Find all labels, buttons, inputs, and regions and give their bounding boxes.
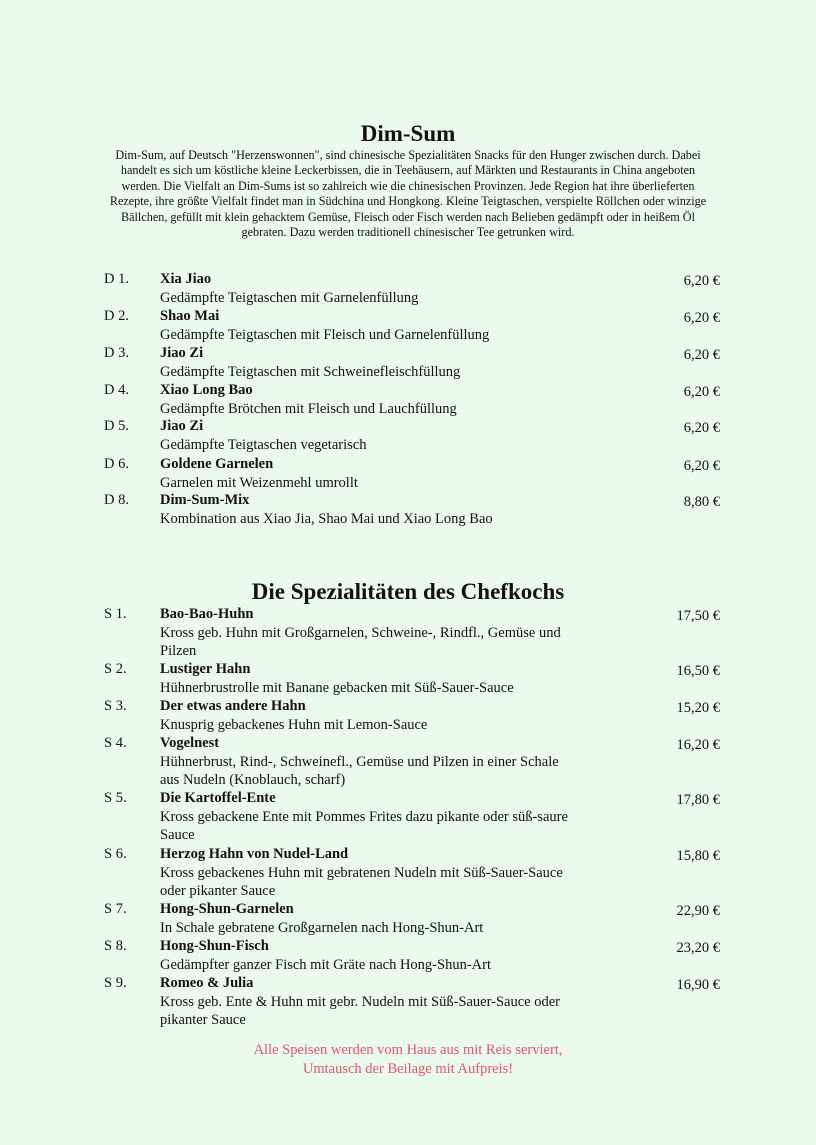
rice-notice-line-2: Umtausch der Beilage mit Aufpreis!	[302, 1060, 514, 1077]
dimsum-title: Dim-Sum	[360, 121, 456, 146]
item-description: Gedämpfte Teigtaschen mit Fleisch und Garnelenfüllung	[160, 327, 490, 343]
item-code: D 4.	[104, 382, 129, 398]
item-code: D 8.	[104, 492, 129, 508]
item-name: Hong-Shun-Garnelen	[160, 901, 294, 917]
item-code: S 5.	[104, 790, 127, 806]
item-price: 6,20 €	[683, 273, 720, 289]
item-name: Romeo & Julia	[160, 975, 254, 991]
item-code: D 1.	[104, 271, 129, 287]
item-description: Kross gebackenes Huhn mit gebratenen Nudeln mit Süß-Sauer-Sauce oder pikanter Sauce	[160, 865, 563, 900]
item-name: Lustiger Hahn	[160, 661, 251, 677]
item-description: Kross gebackene Ente mit Pommes Frites dazu pikante oder süß-saure Sauce	[160, 809, 568, 844]
item-name: Herzog Hahn von Nudel-Land	[160, 846, 349, 862]
chef-specials-title: Die Spezialitäten des Chefkochs	[251, 579, 565, 604]
item-name: Der etwas andere Hahn	[160, 698, 306, 714]
item-code: S 1.	[104, 606, 127, 622]
item-name: Xia Jiao	[160, 271, 212, 287]
item-name: Xiao Long Bao	[160, 382, 253, 398]
item-description: Hühnerbrustrolle mit Banane gebacken mit Süß-Sauer-Sauce	[160, 680, 514, 696]
item-code: S 9.	[104, 975, 127, 991]
item-price: 6,20 €	[683, 458, 720, 474]
item-price: 15,20 €	[676, 700, 720, 716]
item-description: Kross geb. Ente & Huhn mit gebr. Nudeln mit Süß-Sauer-Sauce oder pikanter Sauce	[160, 994, 560, 1029]
item-description: Garnelen mit Weizenmehl umrollt	[160, 475, 358, 491]
item-description: Hühnerbrust, Rind-, Schweinefl., Gemüse und Pilzen in einer Schale aus Nudeln (Knoblauch, scharf)	[160, 754, 559, 789]
item-price: 23,20 €	[676, 940, 720, 956]
item-code: S 7.	[104, 901, 127, 917]
item-code: D 3.	[104, 345, 129, 361]
item-price: 17,50 €	[676, 608, 720, 624]
item-name: Goldene Garnelen	[160, 456, 274, 472]
item-price: 22,90 €	[676, 903, 720, 919]
item-description: Knusprig gebackenes Huhn mit Lemon-Sauce	[160, 717, 428, 733]
item-description: In Schale gebratene Großgarnelen nach Hong-Shun-Art	[160, 920, 484, 936]
item-price: 16,50 €	[676, 663, 720, 679]
item-price: 8,80 €	[683, 494, 720, 510]
item-code: D 6.	[104, 456, 129, 472]
item-code: D 2.	[104, 308, 129, 324]
item-price: 6,20 €	[683, 347, 720, 363]
item-price: 6,20 €	[683, 310, 720, 326]
item-description: Gedämpfte Teigtaschen vegetarisch	[160, 437, 367, 453]
item-name: Bao-Bao-Huhn	[160, 606, 254, 622]
item-description: Gedämpfte Teigtaschen mit Schweinefleischfüllung	[160, 364, 461, 380]
item-code: S 4.	[104, 735, 127, 751]
item-description: Gedämpfte Teigtaschen mit Garnelenfüllung	[160, 290, 419, 306]
item-code: S 3.	[104, 698, 127, 714]
item-code: S 2.	[104, 661, 127, 677]
item-price: 15,80 €	[676, 848, 720, 864]
item-price: 16,20 €	[676, 737, 720, 753]
dimsum-intro: Dim-Sum, auf Deutsch "Herzenswonnen", sind chinesische Spezialitäten Snacks für den Hunger zwischen durch. Dabei handelt es sich um köstliche kleine Leckerbissen, die in Teehäusern, auf Märkten und Restaurants in China angeboten werden. Die Vielfalt an Dim-Sums ist so zahlreich wie die chinesischen Provinzen. Jede Region hat ihre überlieferten Rezepte, ihre größte Vielfalt findet man in Südchina und Hongkong. Kleine Teigtaschen, verspielte Röllchen oder winzige Bällchen, gefüllt mit klein gehacktem Gemüse, Fleisch oder Fisch werden nach Belieben gedämpft oder in heißem Öl gebraten. Dazu werden traditionell chinesischer Tee getrunken wird.	[109, 148, 707, 240]
item-code: S 6.	[104, 846, 127, 862]
item-name: Shao Mai	[160, 308, 220, 324]
item-description: Kombination aus Xiao Jia, Shao Mai und Xiao Long Bao	[160, 511, 493, 527]
item-price: 16,90 €	[676, 977, 720, 993]
item-name: Jiao Zi	[160, 345, 204, 361]
item-price: 17,80 €	[676, 792, 720, 808]
rice-notice	[0, 1041, 816, 1078]
item-description: Gedämpfter ganzer Fisch mit Gräte nach Hong-Shun-Art	[160, 957, 491, 973]
item-name: Vogelnest	[160, 735, 220, 751]
item-price: 6,20 €	[683, 420, 720, 436]
item-price: 6,20 €	[683, 384, 720, 400]
item-name: Hong-Shun-Fisch	[160, 938, 269, 954]
item-name: Jiao Zi	[160, 418, 204, 434]
item-name: Die Kartoffel-Ente	[160, 790, 276, 806]
rice-notice-line-1: Alle Speisen werden vom Haus aus mit Reis serviert,	[253, 1042, 563, 1058]
item-description: Gedämpfte Brötchen mit Fleisch und Lauchfüllung	[160, 401, 457, 417]
item-name: Dim-Sum-Mix	[160, 492, 250, 508]
item-code: S 8.	[104, 938, 127, 954]
item-code: D 5.	[104, 418, 129, 434]
item-description: Kross geb. Huhn mit Großgarnelen, Schweine-, Rindfl., Gemüse und Pilzen	[160, 625, 561, 660]
